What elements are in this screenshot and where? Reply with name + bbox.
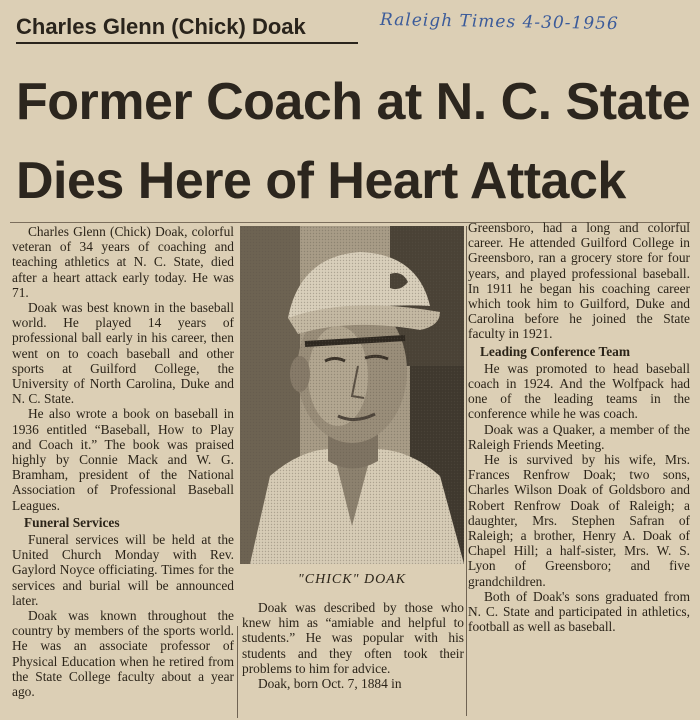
paragraph: Doak was best known in the baseball world. He played 14 years of professional ball early in his career, then went on to coach baseball and other sports at Guilford College, the University of North Carolina, Duke and N. C. State. xyxy=(12,300,234,407)
column-divider xyxy=(466,226,467,716)
paragraph: Doak was described by those who knew him as “amiable and helpful to students.” He was popular with his students and they often took their problems to him for advice. xyxy=(242,600,464,676)
paragraph: He also wrote a book on baseball in 1936 entitled “Baseball, How to Play and Coach it.” The book was praised highly by Connie Mack and W. G. Bramham, president of the National Association of Professional Baseball Leagues. xyxy=(12,406,234,513)
paragraph: Both of Doak's sons graduated from N. C. State and participated in athletics, football as well as baseball. xyxy=(468,588,690,635)
paragraph: Greensboro, had a long and colorful career. He attended Guilford College in Greensboro, ran a grocery store for four years, and played professional baseball. In 1911 he began his coaching career which took him to Guilford, Duke and Carolina before he joined the State faculty in 1921. xyxy=(468,220,690,342)
paragraph: He was promoted to head baseball coach in 1924. And the Wolfpack had one of the leading teams in the conference while he was coach. xyxy=(468,360,690,422)
photo-caption: "CHICK" DOAK xyxy=(297,572,407,587)
subheading-leading-conference-team: Leading Conference Team xyxy=(480,343,631,359)
headline-line-1: Former Coach at N. C. State xyxy=(16,73,691,131)
paragraph: Doak was known throughout the country by members of the sports world. He was an associate professor of Physical Education when he retired from the State College faculty about a year ago. xyxy=(12,608,234,700)
handwritten-source-date: Raleigh Times 4-30-1956 xyxy=(379,9,619,35)
article-column-2 xyxy=(242,600,464,691)
paragraph: Funeral services will be held at the United Church Monday with Rev. Gaylord Noyce officiating. Times for the services and burial will be announced later. xyxy=(12,532,234,608)
subheading-funeral-services: Funeral Services xyxy=(24,514,120,530)
paragraph: He is survived by his wife, Mrs. Frances Renfrow Doak; two sons, Charles Wilson Doak of Goldsboro and Robert Renfrow Doak of Raleigh; a daughter, Mrs. Stephen Safran of Raleigh; a brother, Henry A. Doak of Chapel Hill; a half-sister, Mrs. W. S. Lyon of Greensboro; and five grandchildren. xyxy=(468,452,690,589)
name-kicker: Charles Glenn (Chick) Doak xyxy=(16,14,358,44)
paragraph: Charles Glenn (Chick) Doak, colorful veteran of 34 years of coaching and teaching athletics at N. C. State, died after a heart attack early today. He was 71. xyxy=(12,224,234,300)
paragraph: Doak was a Quaker, a member of the Raleigh Friends Meeting. xyxy=(468,421,690,452)
article-column-1 xyxy=(12,224,234,699)
headline-line-2: Dies Here of Heart Attack xyxy=(16,152,626,210)
article-column-3 xyxy=(468,220,690,634)
column-divider xyxy=(237,626,238,718)
portrait-photo xyxy=(240,226,464,564)
man-in-cap-photo-icon xyxy=(240,226,464,564)
paragraph: Doak, born Oct. 7, 1884 in xyxy=(258,676,402,692)
